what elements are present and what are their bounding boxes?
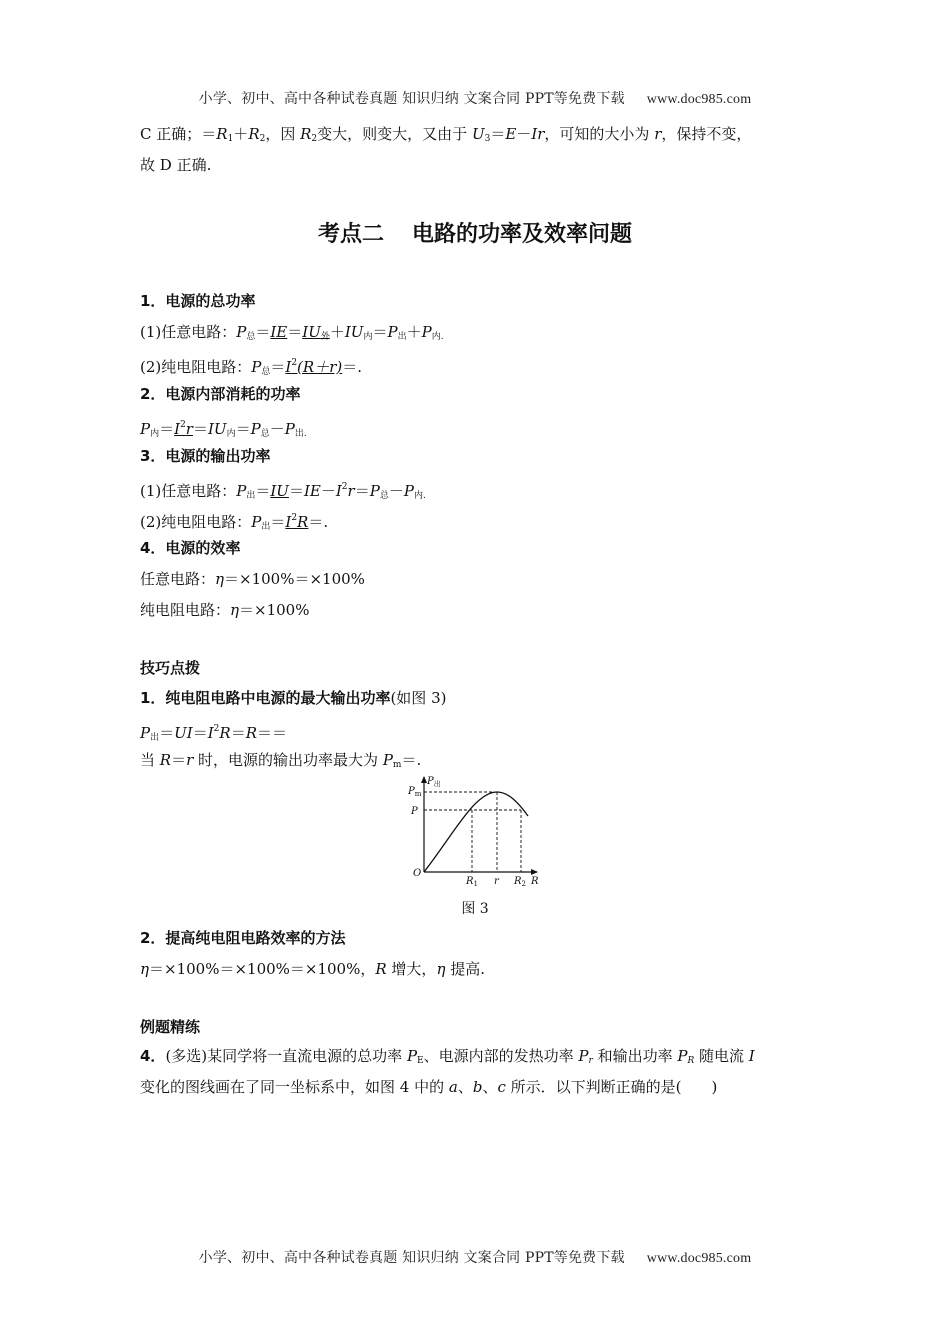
text: ＝: [354, 482, 370, 500]
label-p-axis: $P_出$: [427, 776, 441, 788]
text: 提高.: [445, 960, 485, 978]
text: 所示．以下判断正确的是( ): [505, 1078, 718, 1096]
s4-line-a: [140, 569, 365, 589]
var: r: [185, 420, 193, 438]
text: －: [516, 125, 532, 143]
sub: 总: [379, 491, 389, 501]
var: P: [382, 751, 393, 769]
text: ，保持不变，: [661, 125, 752, 143]
text: ＝: [192, 724, 208, 742]
var: I: [285, 513, 292, 531]
var: R: [245, 724, 257, 742]
var: R: [375, 960, 387, 978]
text: 、: [482, 1078, 498, 1096]
sub: 内.: [431, 332, 444, 342]
text: ＝: [270, 358, 286, 376]
text: －: [320, 482, 336, 500]
var: I: [335, 482, 342, 500]
tips-heading: 技巧点拨: [140, 659, 201, 677]
text: ＝: [159, 420, 175, 438]
var: R: [300, 125, 312, 143]
sup: 2: [291, 513, 298, 523]
label-r2: $R_2$: [514, 876, 526, 887]
var: P: [406, 1047, 418, 1065]
var: R: [248, 125, 260, 143]
s1-line-a: [140, 322, 444, 347]
text: ＝: [230, 724, 246, 742]
text: ＝×100%＝×100%: [224, 570, 365, 588]
text: ＝: [171, 751, 187, 769]
text: ＝.: [342, 358, 362, 376]
var: P: [236, 323, 247, 341]
text: ＋: [233, 125, 249, 143]
sub: 内: [363, 332, 373, 342]
text: (2)纯电阻电路：: [140, 513, 252, 531]
text: (如图 3): [390, 689, 447, 707]
text: ＝.: [401, 751, 422, 769]
var: UI: [174, 724, 193, 742]
var: U: [471, 125, 485, 143]
var: R: [219, 724, 231, 742]
sub: 外: [320, 332, 330, 342]
text: 增大，: [386, 960, 437, 978]
tips-1-heading: [140, 688, 446, 708]
var: P: [369, 482, 380, 500]
text: ＝: [255, 323, 271, 341]
text: ＝: [270, 513, 286, 531]
s4-heading: 4．电源的效率: [140, 539, 241, 557]
var: P: [251, 358, 262, 376]
header-url[interactable]: www.doc985.com: [646, 92, 752, 107]
var: P: [387, 323, 398, 341]
title-part-1: 考点二: [317, 222, 384, 247]
var: P: [578, 1047, 589, 1065]
sub: 出: [246, 491, 256, 501]
var: E: [505, 125, 517, 143]
text: ＝: [288, 482, 304, 500]
text: (多选): [165, 1047, 208, 1065]
text: (1)任意电路：: [140, 323, 237, 341]
text: ＝: [287, 323, 303, 341]
sub: 内: [226, 429, 236, 439]
var: η: [436, 960, 446, 978]
title-part-2: 电路的功率及效率问题: [412, 222, 633, 247]
var: r: [347, 482, 355, 500]
footer-url[interactable]: www.doc985.com: [646, 1251, 752, 1266]
label-origin: O: [413, 868, 422, 879]
power-curve: [424, 792, 528, 872]
var: IU: [344, 323, 364, 341]
var: P: [140, 724, 151, 742]
page-footer: [0, 1247, 950, 1267]
text: －: [388, 482, 404, 500]
s2-heading: 2．电源内部消耗的功率: [140, 385, 301, 403]
s1-heading: 1．电源的总功率: [140, 292, 256, 310]
text: ＝.: [308, 513, 329, 531]
var: R: [297, 513, 309, 531]
text: 、: [457, 1078, 473, 1096]
sup: 2: [291, 358, 298, 368]
page-header: [0, 88, 950, 108]
text: ＝: [490, 125, 506, 143]
text: ＝×100%＝×100%＝×100%，: [149, 960, 376, 978]
footer-text: 小学、初中、高中各种试卷真题 知识归纳 文案合同 PPT等免费下载: [198, 1250, 625, 1266]
intro-line-2: 故 D 正确.: [140, 156, 212, 174]
text: ＝: [372, 323, 388, 341]
tips-2-formula: [140, 959, 485, 979]
var: P: [140, 420, 151, 438]
sub: 总: [261, 367, 271, 377]
label-r: r: [494, 876, 499, 887]
var: η: [140, 960, 149, 978]
s3-line-a: [140, 477, 426, 506]
var: b: [472, 1078, 483, 1096]
tips-2-heading: [140, 928, 345, 948]
text: ＋: [329, 323, 345, 341]
var: I: [207, 724, 214, 742]
var: I: [285, 358, 292, 376]
text: ，可知的大小为: [544, 125, 655, 143]
text: 任意电路：: [140, 570, 216, 588]
var: c: [497, 1078, 506, 1096]
text: (2)纯电阻电路：: [140, 358, 252, 376]
text: 时，电源的输出功率最大为: [193, 751, 383, 769]
var: P: [677, 1047, 688, 1065]
text: ＝×100%: [239, 601, 310, 619]
sub: m: [392, 760, 402, 770]
sub: R: [687, 1056, 695, 1066]
sub: 3: [484, 134, 491, 144]
var: η: [215, 570, 225, 588]
tips-1-conclusion: [140, 750, 421, 775]
sub: 出: [261, 522, 271, 532]
s4-line-b: [140, 600, 309, 620]
text: 2．提高纯电阻电路效率的方法: [140, 929, 346, 947]
label-r1: $R_1$: [466, 876, 478, 887]
var: P: [284, 420, 295, 438]
var: R: [216, 125, 228, 143]
var: IU: [270, 482, 289, 500]
s3-line-b: [140, 508, 328, 537]
text: 某同学将一直流电源的总功率: [207, 1047, 407, 1065]
sup: 2: [180, 420, 186, 430]
var: P: [421, 323, 432, 341]
var: (R＋r): [297, 358, 343, 376]
text: 和输出功率: [592, 1047, 678, 1065]
text: 变化的图线画在了同一坐标系中，如图 4 中的: [140, 1078, 449, 1096]
text: ＝: [235, 420, 251, 438]
examples-heading: 例题精练: [140, 1018, 201, 1036]
s1-line-b: [140, 353, 362, 382]
var: P: [236, 482, 247, 500]
text: 1．纯电阻电路中电源的最大输出功率: [140, 689, 391, 707]
question-4-line-1: [140, 1046, 755, 1071]
var: R: [159, 751, 172, 769]
var: a: [448, 1078, 458, 1096]
sub: 总: [246, 332, 256, 342]
text: ＝: [201, 125, 217, 143]
intro-line-1: [140, 124, 751, 149]
figure-3-graph: [400, 772, 550, 887]
var: P: [403, 482, 414, 500]
var: IU: [207, 420, 227, 438]
text: 、电源内部的发热功率: [423, 1047, 579, 1065]
text: ，因: [265, 125, 301, 143]
label-r-axis: R: [531, 876, 539, 887]
text: 随电流: [694, 1047, 749, 1065]
section-title: [0, 217, 950, 248]
text: ＝＝: [257, 724, 288, 742]
var: Ir: [531, 125, 545, 143]
var: IE: [303, 482, 321, 500]
label-p: P: [411, 806, 418, 817]
sub: 出: [150, 733, 160, 743]
sub: 内: [150, 429, 160, 439]
text: ＝: [192, 420, 208, 438]
sup: 2: [341, 482, 348, 492]
sub: 出: [397, 332, 407, 342]
s3-heading: 3．电源的输出功率: [140, 447, 271, 465]
question-4-line-2: [140, 1077, 717, 1097]
sub: 2: [311, 134, 318, 144]
text: 当: [140, 751, 160, 769]
var: I: [748, 1047, 755, 1065]
var: IE: [270, 323, 288, 341]
var: IU: [302, 323, 321, 341]
text: －: [269, 420, 285, 438]
text: 变大，则变大，又由于: [317, 125, 472, 143]
text: C 正确；: [140, 125, 202, 143]
tips-1-formula: [140, 719, 287, 748]
text: 4．: [140, 1047, 166, 1065]
var: I: [174, 420, 181, 438]
text: ＝: [255, 482, 271, 500]
sub: 2: [259, 134, 266, 144]
label-pm: $P_m$: [408, 786, 422, 798]
s2-line: [140, 415, 307, 444]
sub: 内.: [413, 491, 426, 501]
text: (1)任意电路：: [140, 482, 237, 500]
var: P: [251, 513, 262, 531]
var: P: [250, 420, 261, 438]
sub: E: [417, 1056, 424, 1066]
var: η: [230, 601, 240, 619]
text: 纯电阻电路：: [140, 601, 231, 619]
sub: 总: [260, 429, 270, 439]
var: r: [186, 751, 194, 769]
header-text: 小学、初中、高中各种试卷真题 知识归纳 文案合同 PPT等免费下载: [198, 91, 625, 107]
sup: 2: [213, 724, 220, 734]
figure-3-caption: 图 3: [461, 901, 489, 917]
sub: 1: [227, 134, 234, 144]
text: ＋: [406, 323, 422, 341]
text: ＝: [159, 724, 175, 742]
var: r: [654, 125, 662, 143]
sub: 出.: [294, 429, 307, 439]
sub: r: [588, 1056, 593, 1066]
